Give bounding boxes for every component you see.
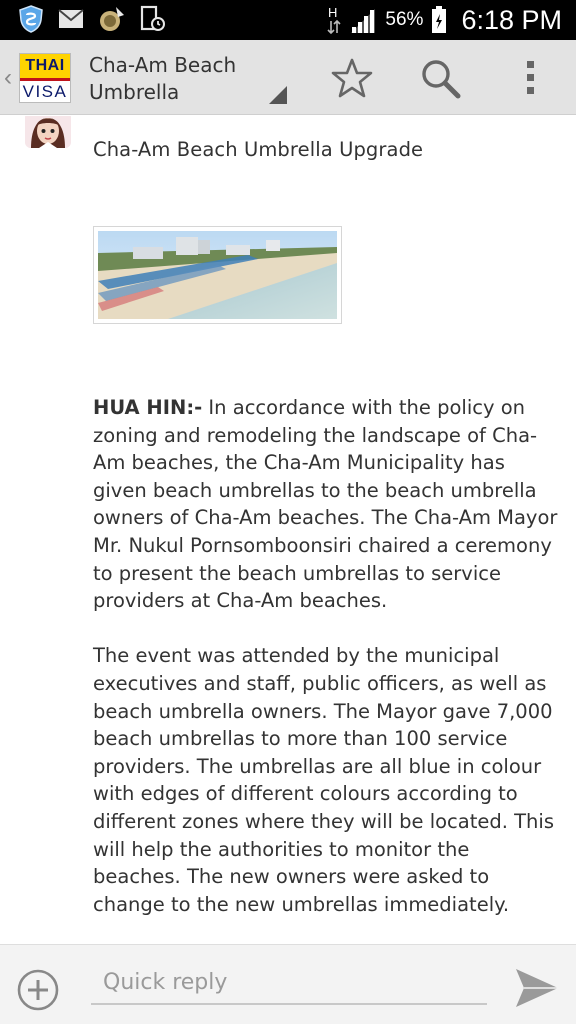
dateline: HUA HIN:- (93, 396, 203, 419)
post-paragraph-1 (93, 394, 563, 615)
add-icon[interactable] (16, 968, 60, 1012)
beach-photo[interactable] (93, 226, 342, 324)
logo-bottom-text: VISA (22, 82, 68, 101)
spinner-dropdown-icon[interactable] (269, 86, 287, 104)
search-icon[interactable] (419, 57, 461, 99)
topic-title-spinner[interactable] (89, 52, 269, 106)
system-indicators (327, 0, 562, 40)
send-icon[interactable] (514, 967, 560, 1009)
svg-text:H: H (328, 5, 338, 20)
status-bar (0, 0, 576, 40)
thaivisa-logo[interactable] (19, 53, 71, 103)
data-arrows-icon (327, 4, 341, 36)
app-icon (98, 5, 126, 33)
topic-title-line1: Cha-Am Beach (89, 53, 237, 77)
quick-reply-bar (0, 944, 576, 1024)
logo-top-text: THAI (20, 54, 70, 78)
clock: 6:18 PM (461, 4, 562, 35)
battery-percent: 56% (385, 9, 424, 30)
post-title: Cha-Am Beach Umbrella Upgrade (93, 138, 424, 161)
post-paragraph-2: The event was attended by the municipal executives and staff, public officers, as well as beach umbrella owners. The Mayor gave 7,000 beach umbrellas to more than 100 service providers. The umbrellas are all blue in colour with edges of different colours according to different zones where they will be located. This will help the authorities to monitor the beaches. The new owners were asked to change to the new umbrellas immediately. (93, 644, 554, 916)
paragraph-1-text: In accordance with the policy on zoning and remodeling the landscape of Cha-Am beaches, the Cha-Am Municipality has given beach umbrellas to the beach umbrella owners of Cha-Am beaches. The Cha-Am Mayor Mr. Nukul Pornsomboonsiri chaired a ceremony to present the beach umbrellas to service providers at Cha-Am beaches. (93, 396, 558, 613)
post-body (93, 394, 563, 944)
signal-icon (349, 7, 377, 33)
quick-reply-input[interactable] (91, 961, 487, 1005)
action-bar (0, 40, 576, 115)
shield-icon (18, 5, 44, 33)
overflow-menu-icon[interactable] (509, 57, 551, 99)
mail-icon (58, 9, 84, 29)
back-chevron-icon[interactable]: ‹ (4, 64, 12, 91)
post-content (0, 116, 576, 944)
notification-icons (18, 5, 166, 33)
battery-icon (431, 6, 447, 34)
topic-title-line2: Umbrella (89, 80, 180, 104)
avatar[interactable] (25, 116, 71, 148)
screenshot-icon (140, 5, 166, 33)
star-icon[interactable] (331, 57, 373, 99)
